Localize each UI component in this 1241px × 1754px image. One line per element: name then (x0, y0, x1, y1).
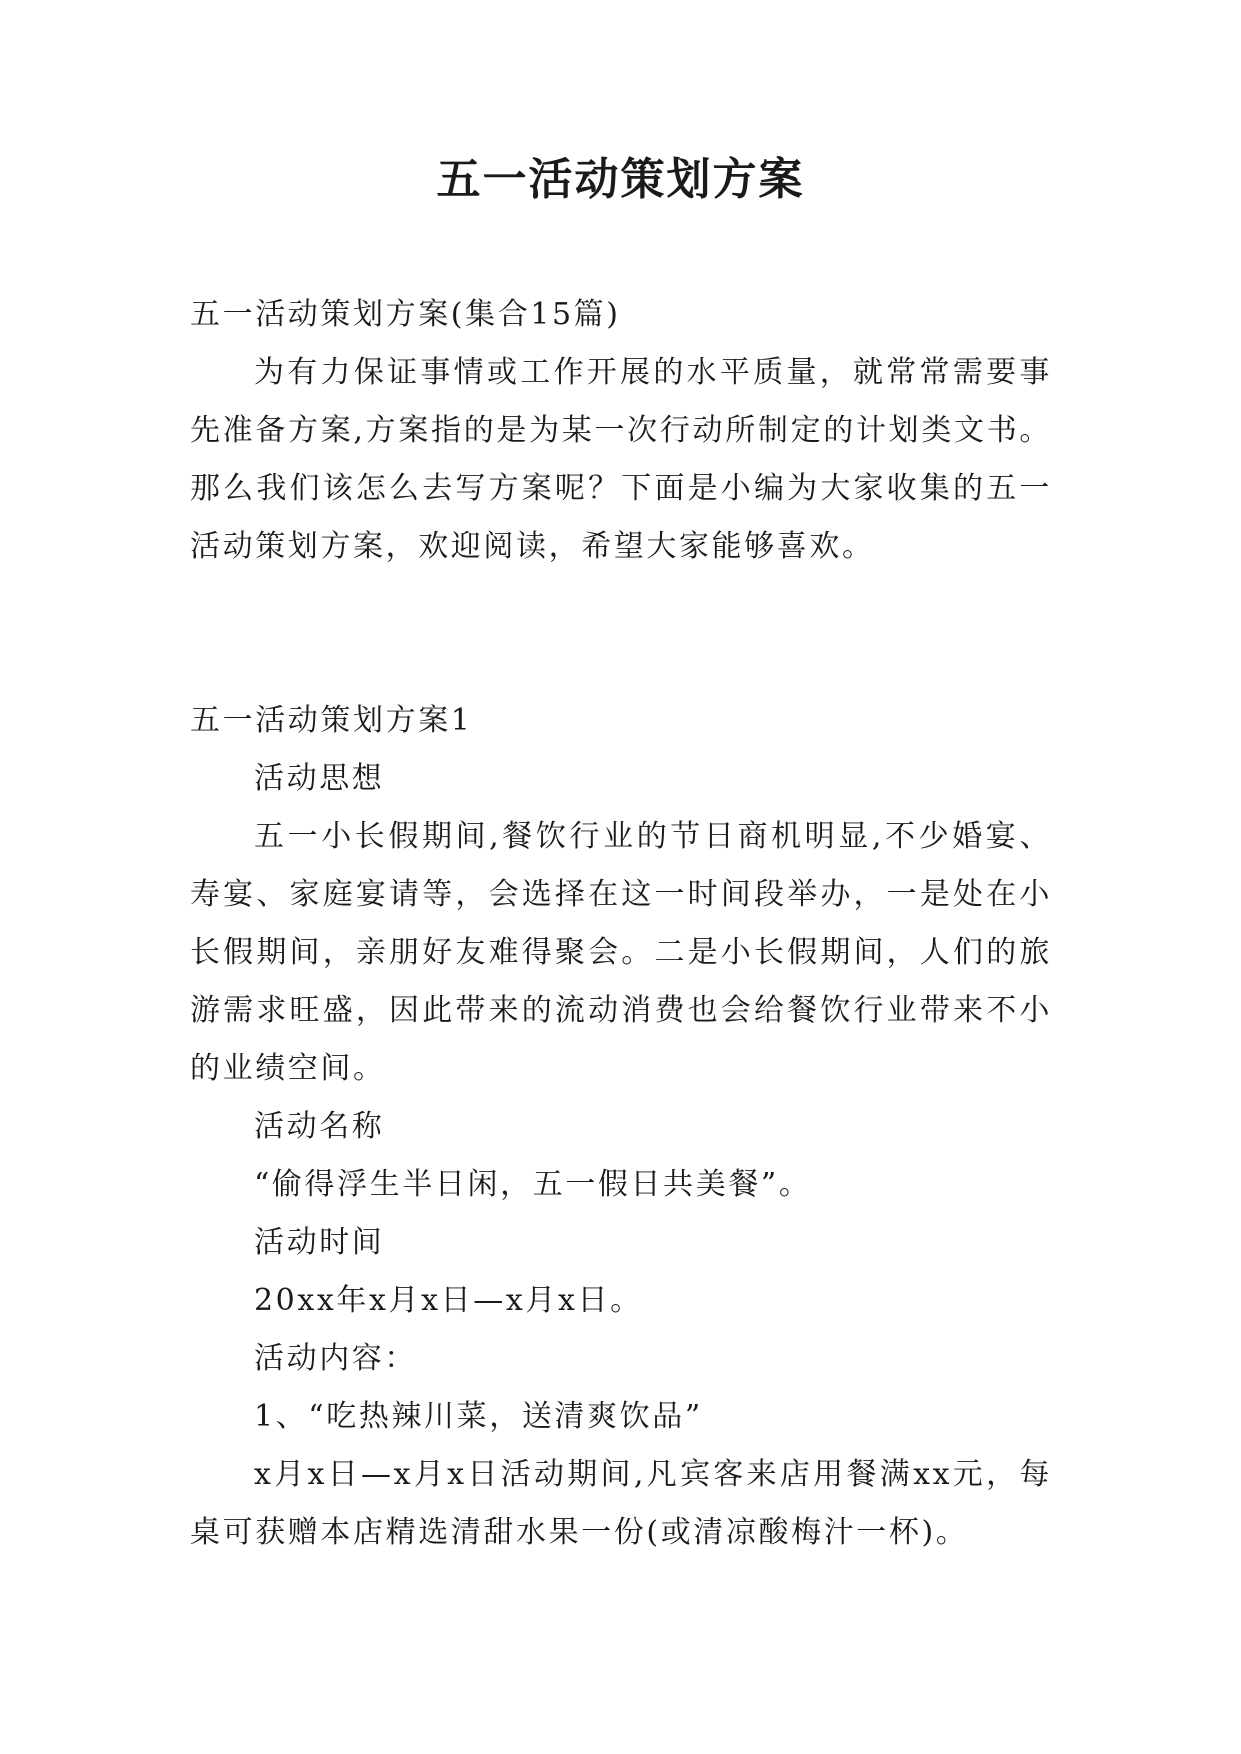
document-body (190, 286, 1052, 1562)
section-spacer (190, 576, 1052, 692)
idea-label: 活动思想 (254, 761, 385, 796)
time-label: 活动时间 (254, 1225, 385, 1260)
intro-paragraph: 为有力保证事情或工作开展的水平质量，就常常需要事先准备方案,方案指的是为某一次行动所制定的计划类文书。那么我们该怎么去写方案呢？下面是小编为大家收集的五一活动策划方案，欢迎阅读，希望大家能够喜欢。 (190, 355, 1052, 564)
item1-title: 1、“吃热辣川菜，送清爽饮品” (254, 1399, 703, 1434)
document-subtitle: 五一活动策划方案(集合15篇) (190, 297, 621, 332)
content-label: 活动内容： (254, 1341, 417, 1376)
idea-paragraph: 五一小长假期间,餐饮行业的节日商机明显,不少婚宴、寿宴、家庭宴请等，会选择在这一时间段举办，一是处在小长假期间，亲朋好友难得聚会。二是小长假期间，人们的旅游需求旺盛，因此带来的流动消费也会给餐饮行业带来不小的业绩空间。 (190, 819, 1052, 1086)
name-label: 活动名称 (254, 1109, 385, 1144)
name-text: “偷得浮生半日闲，五一假日共美餐”。 (254, 1167, 812, 1202)
section-heading: 五一活动策划方案1 (190, 703, 473, 738)
document-title: 五一活动策划方案 (436, 154, 805, 205)
item1-paragraph: x月x日—x月x日活动期间,凡宾客来店用餐满xx元，每桌可获赠本店精选清甜水果一份(或清凉酸梅汁一杯)。 (190, 1457, 1052, 1550)
time-text: 20xx年x月x日—x月x日。 (254, 1283, 643, 1318)
